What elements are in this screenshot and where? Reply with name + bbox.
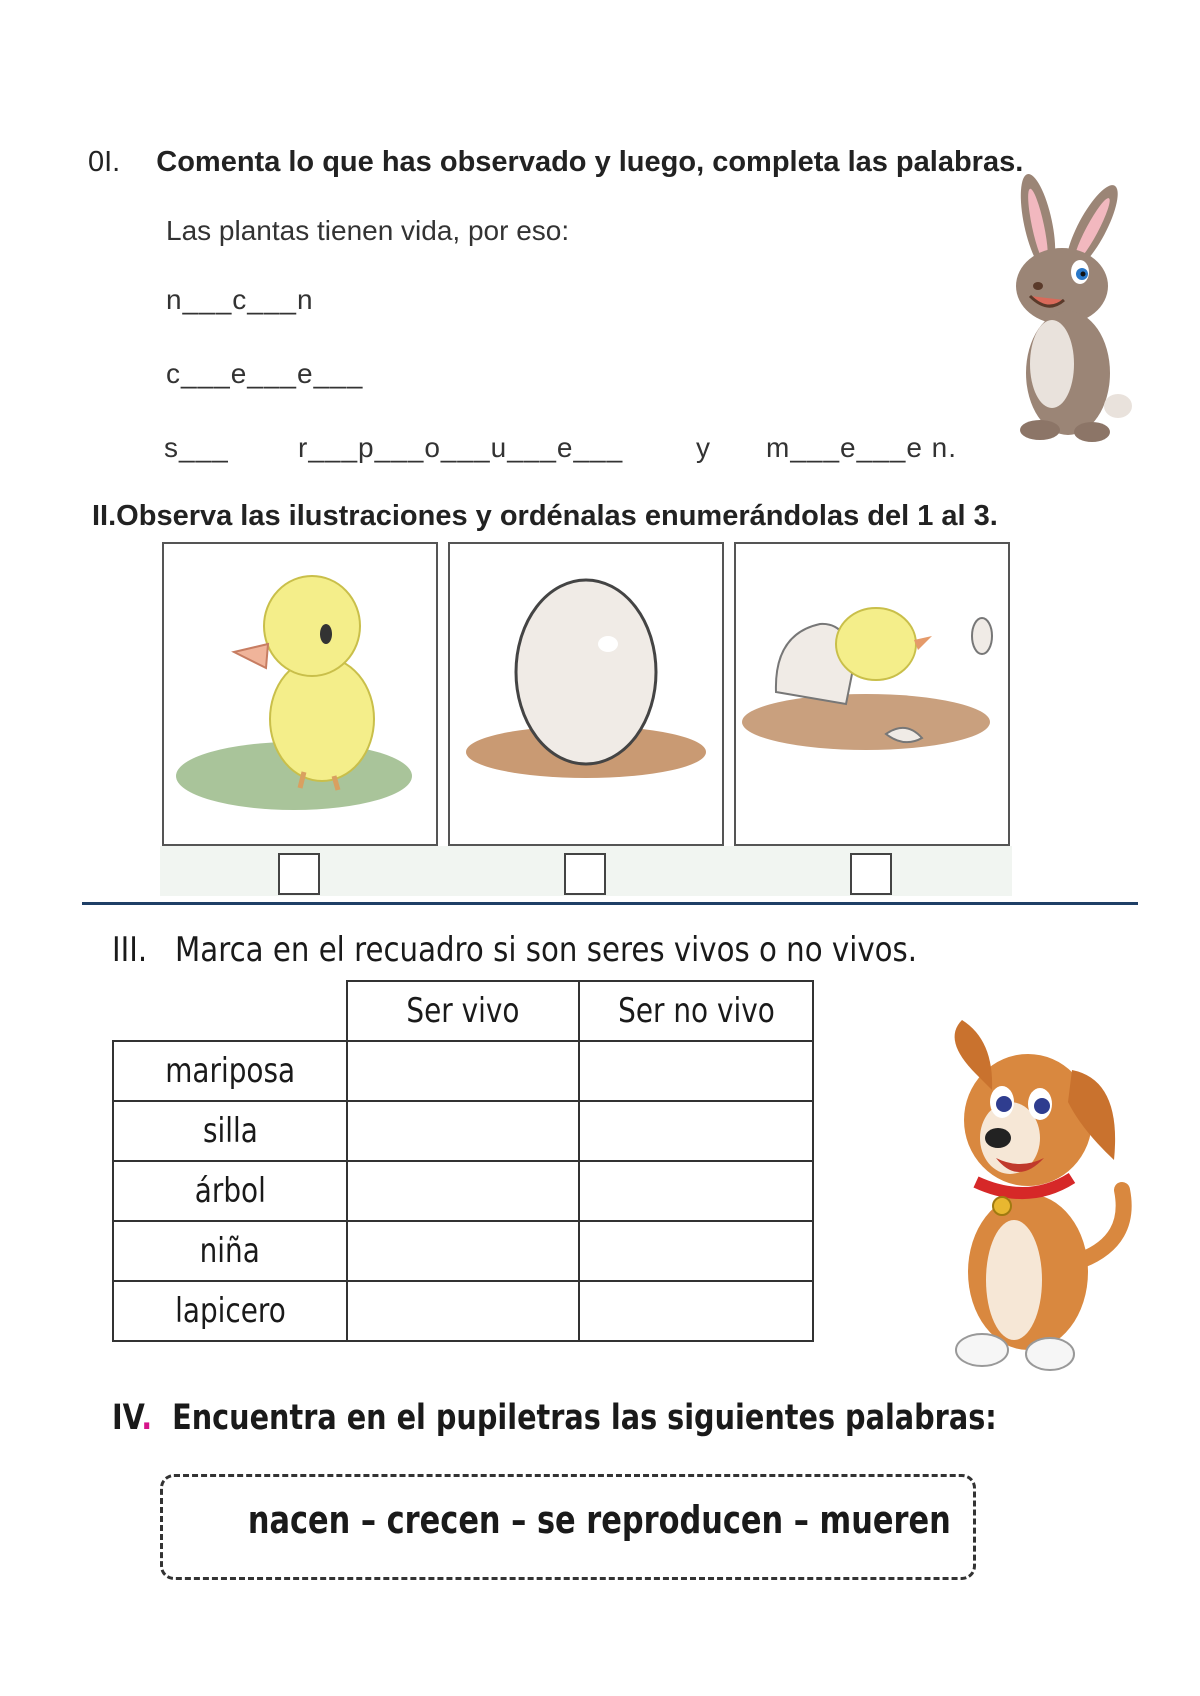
row-label [113,1281,347,1341]
row-label [113,1161,347,1221]
fill-word-3a: s___ [164,432,229,463]
row-label [113,1221,347,1281]
mark-cell-living[interactable] [347,1221,579,1281]
section-3-number: III. [112,930,148,970]
row-label-text: lapicero [174,1291,286,1331]
dog-illustration [932,1010,1132,1380]
section-divider [82,902,1138,905]
section-1-title-text: Comenta lo que has observado y luego, completa las palabras. [156,146,1024,178]
row-label-text: mariposa [165,1051,295,1091]
section-3-title-text: Marca en el recuadro si son seres vivos o no vivos. [175,930,918,970]
section-4-title [112,1398,997,1438]
mark-cell-nonliving[interactable] [579,1221,813,1281]
mark-cell-living[interactable] [347,1161,579,1221]
image-frame-chick [162,542,438,846]
section-4-number-dot: . [141,1398,153,1438]
mark-cell-nonliving[interactable] [579,1041,813,1101]
chick-illustration [164,544,436,844]
image-frame-hatching [734,542,1010,846]
section-4-title-text: Encuentra en el pupiletras las siguientes palabras: [172,1398,997,1438]
table-row [113,1101,813,1161]
section-2-title: II.Observa las ilustraciones y ordénalas enumerándolas del 1 al 3. [92,500,998,532]
fill-word-1: n___c___n [166,284,314,315]
mark-cell-nonliving[interactable] [579,1161,813,1221]
section-4-number: IV [112,1398,142,1438]
mark-cell-living[interactable] [347,1101,579,1161]
rabbit-illustration [1000,168,1150,458]
order-checkbox-2[interactable] [564,853,606,895]
order-checkbox-3[interactable] [850,853,892,895]
table-header-blank [113,981,347,1041]
fill-word-3c: y [696,432,711,463]
egg-illustration [450,544,722,844]
table-row [113,1221,813,1281]
mark-cell-living[interactable] [347,1041,579,1101]
section-1-subtitle: Las plantas tienen vida, por eso: [166,215,570,246]
header-label-nonliving: Ser no vivo [617,991,775,1031]
table-header-living [347,981,579,1041]
image-frame-egg [448,542,724,846]
row-label-text: árbol [194,1171,266,1211]
word-list [160,1498,976,1542]
row-label-text: niña [199,1231,261,1271]
row-label-text: silla [202,1111,258,1151]
living-things-table [112,980,814,1342]
fill-word-3b: r___p___o___u___e___ [298,432,624,463]
fill-word-3d: m___e___e n. [766,432,958,463]
mark-cell-nonliving[interactable] [579,1101,813,1161]
section-1-number: 0I. [88,146,121,178]
table-header-nonliving [579,981,813,1041]
table-row [113,1161,813,1221]
word-list-text: nacen – crecen – se reproducen – mueren [247,1498,951,1542]
hatching-chick-illustration [736,544,1008,844]
table-header-row [113,981,813,1041]
header-label-living: Ser vivo [406,991,520,1031]
order-checkbox-1[interactable] [278,853,320,895]
mark-cell-living[interactable] [347,1281,579,1341]
fill-word-2: c___e___e___ [166,358,364,389]
row-label [113,1041,347,1101]
section-3-title [112,930,917,970]
row-label [113,1101,347,1161]
mark-cell-nonliving[interactable] [579,1281,813,1341]
table-row [113,1281,813,1341]
table-row [113,1041,813,1101]
section-1-title [88,146,1023,179]
